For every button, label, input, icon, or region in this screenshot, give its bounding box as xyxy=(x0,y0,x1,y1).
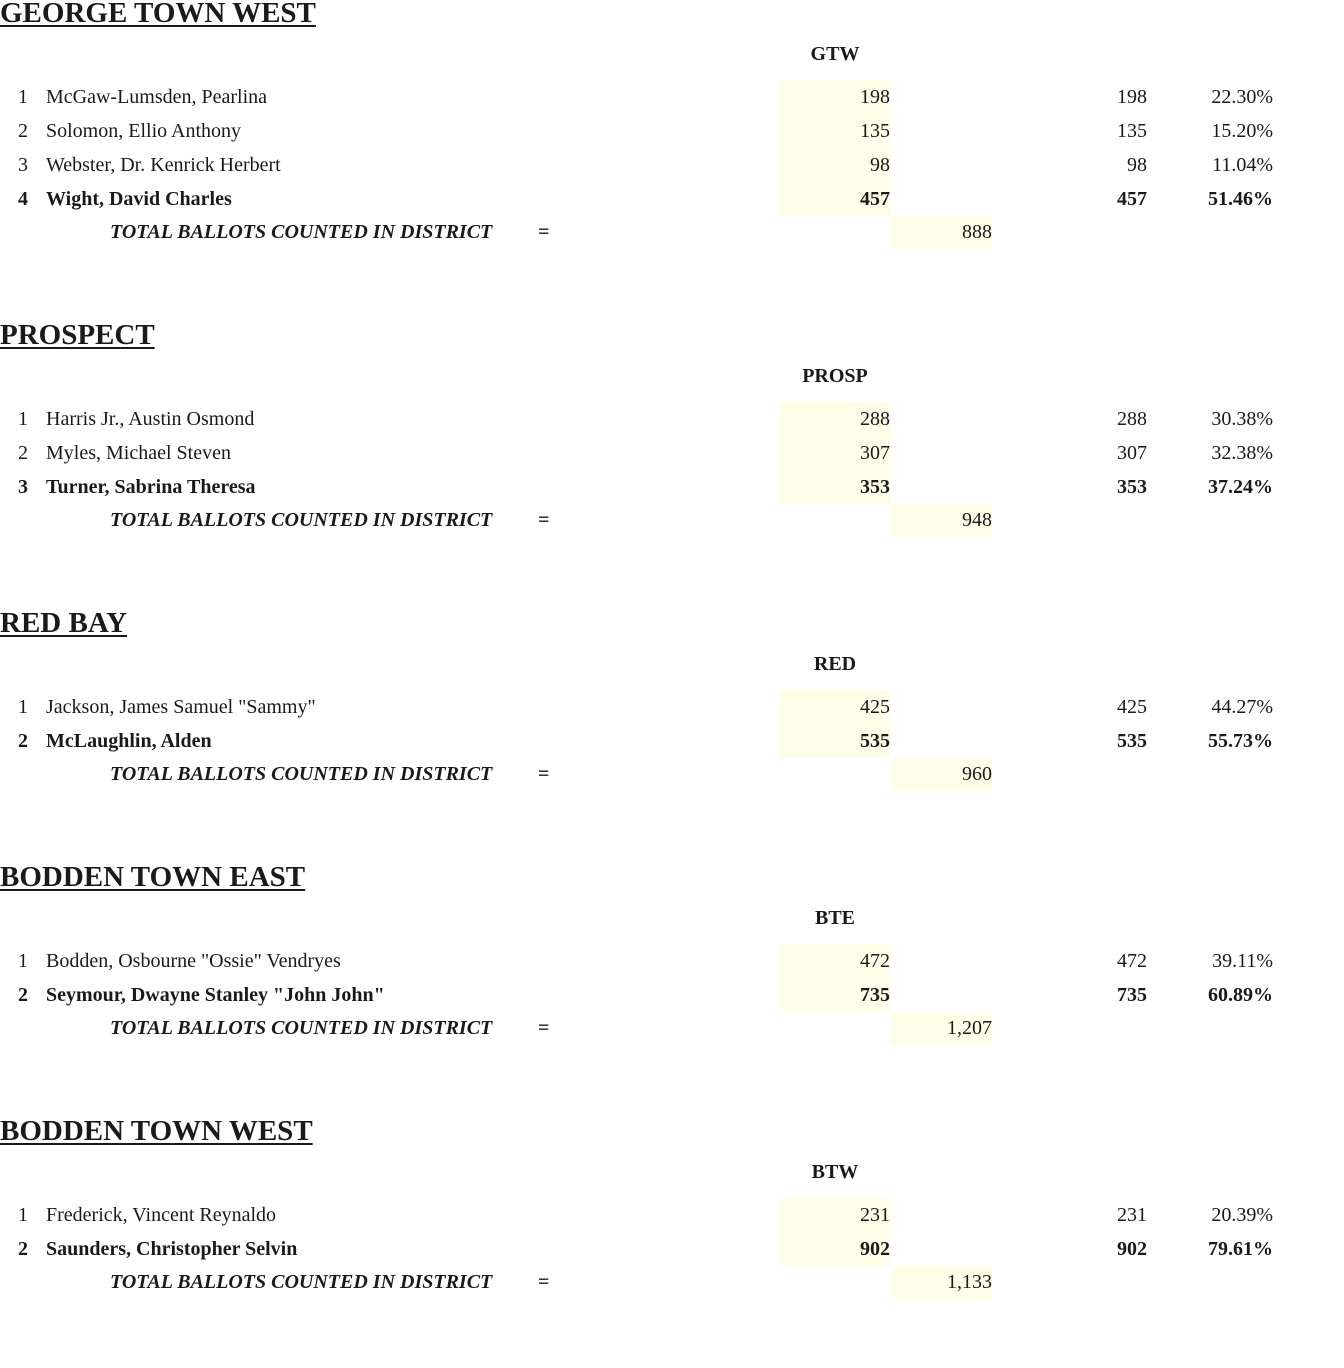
candidate-percent: 55.73% xyxy=(1208,730,1273,752)
district-title: RED BAY xyxy=(0,607,128,639)
total-ballots-label: TOTAL BALLOTS COUNTED IN DISTRICT xyxy=(110,1271,493,1293)
candidate-number: 4 xyxy=(18,188,28,210)
candidate-name: Wight, David Charles xyxy=(46,188,232,210)
candidate-name: Harris Jr., Austin Osmond xyxy=(46,408,255,430)
candidate-number: 1 xyxy=(18,1204,28,1226)
district-code: GTW xyxy=(810,43,860,65)
total-ballots-count: 888 xyxy=(892,215,992,249)
candidate-number: 2 xyxy=(18,120,28,142)
candidate-total: 307 xyxy=(1117,442,1147,464)
total-ballots-label: TOTAL BALLOTS COUNTED IN DISTRICT xyxy=(110,509,493,531)
district-title: PROSPECT xyxy=(0,319,155,351)
district-code: RED xyxy=(813,653,857,675)
district-title: BODDEN TOWN EAST xyxy=(0,861,306,893)
candidate-percent: 51.46% xyxy=(1208,188,1273,210)
total-ballots-row xyxy=(0,215,1344,249)
candidate-votes: 198 xyxy=(780,80,890,114)
total-ballots-row xyxy=(0,757,1344,791)
equals-sign: = xyxy=(538,1017,550,1039)
candidate-total: 425 xyxy=(1117,696,1147,718)
district-title: GEORGE TOWN WEST xyxy=(0,0,316,29)
candidate-row-winner xyxy=(0,724,1344,758)
candidate-percent: 32.38% xyxy=(1211,442,1273,464)
candidate-row xyxy=(0,1198,1344,1232)
equals-sign: = xyxy=(538,221,550,243)
candidate-votes: 135 xyxy=(780,114,890,148)
total-ballots-label: TOTAL BALLOTS COUNTED IN DISTRICT xyxy=(110,1017,493,1039)
candidate-percent: 30.38% xyxy=(1211,408,1273,430)
candidate-votes: 288 xyxy=(780,402,890,436)
district-code: BTW xyxy=(811,1161,859,1183)
total-ballots-count: 1,133 xyxy=(892,1265,992,1299)
candidate-name: Jackson, James Samuel "Sammy" xyxy=(46,696,316,718)
candidate-name: Turner, Sabrina Theresa xyxy=(46,476,256,498)
candidate-total: 98 xyxy=(1127,154,1147,176)
candidate-votes: 535 xyxy=(780,724,890,758)
candidate-total: 231 xyxy=(1117,1204,1147,1226)
district-code: PROSP xyxy=(802,365,868,387)
candidate-percent: 39.11% xyxy=(1212,950,1273,972)
candidate-row xyxy=(0,148,1344,182)
candidate-votes: 735 xyxy=(780,978,890,1012)
candidate-percent: 60.89% xyxy=(1208,984,1273,1006)
candidate-name: Webster, Dr. Kenrick Herbert xyxy=(46,154,281,176)
candidate-row-winner xyxy=(0,470,1344,504)
candidate-percent: 37.24% xyxy=(1208,476,1273,498)
candidate-name: Saunders, Christopher Selvin xyxy=(46,1238,298,1260)
candidate-number: 2 xyxy=(18,984,28,1006)
district-title: BODDEN TOWN WEST xyxy=(0,1115,313,1147)
total-ballots-count: 960 xyxy=(892,757,992,791)
candidate-number: 1 xyxy=(18,408,28,430)
candidate-number: 2 xyxy=(18,1238,28,1260)
candidate-votes: 425 xyxy=(780,690,890,724)
candidate-name: Seymour, Dwayne Stanley "John John" xyxy=(46,984,385,1006)
total-ballots-count: 1,207 xyxy=(892,1011,992,1045)
total-ballots-row xyxy=(0,1011,1344,1045)
candidate-total: 535 xyxy=(1117,730,1147,752)
candidate-votes: 457 xyxy=(780,182,890,216)
candidate-row-winner xyxy=(0,978,1344,1012)
candidate-row-winner xyxy=(0,1232,1344,1266)
candidate-row xyxy=(0,690,1344,724)
candidate-total: 902 xyxy=(1117,1238,1147,1260)
candidate-votes: 98 xyxy=(780,148,890,182)
candidate-percent: 22.30% xyxy=(1211,86,1273,108)
district-bodden-town-west xyxy=(0,1115,1344,1368)
candidate-row-winner xyxy=(0,182,1344,216)
candidate-number: 2 xyxy=(18,730,28,752)
candidate-votes: 902 xyxy=(780,1232,890,1266)
candidate-number: 3 xyxy=(18,154,28,176)
candidate-row xyxy=(0,80,1344,114)
candidate-number: 1 xyxy=(18,86,28,108)
equals-sign: = xyxy=(538,509,550,531)
district-red-bay xyxy=(0,607,1344,860)
candidate-votes: 231 xyxy=(780,1198,890,1232)
equals-sign: = xyxy=(538,763,550,785)
district-george-town-west xyxy=(0,0,1344,250)
candidate-name: McGaw-Lumsden, Pearlina xyxy=(46,86,268,108)
district-prospect xyxy=(0,319,1344,572)
candidate-percent: 79.61% xyxy=(1208,1238,1273,1260)
candidate-total: 735 xyxy=(1117,984,1147,1006)
candidate-total: 353 xyxy=(1117,476,1147,498)
candidate-percent: 15.20% xyxy=(1211,120,1273,142)
total-ballots-label: TOTAL BALLOTS COUNTED IN DISTRICT xyxy=(110,221,493,243)
candidate-name: Bodden, Osbourne "Ossie" Vendryes xyxy=(46,950,341,972)
candidate-name: Solomon, Ellio Anthony xyxy=(46,120,242,142)
candidate-total: 135 xyxy=(1117,120,1147,142)
candidate-number: 3 xyxy=(18,476,28,498)
candidate-row xyxy=(0,944,1344,978)
candidate-total: 198 xyxy=(1117,86,1147,108)
total-ballots-label: TOTAL BALLOTS COUNTED IN DISTRICT xyxy=(110,763,493,785)
candidate-votes: 353 xyxy=(780,470,890,504)
candidate-name: Frederick, Vincent Reynaldo xyxy=(46,1204,277,1226)
candidate-number: 2 xyxy=(18,442,28,464)
equals-sign: = xyxy=(538,1271,550,1293)
candidate-votes: 307 xyxy=(780,436,890,470)
candidate-number: 1 xyxy=(18,696,28,718)
total-ballots-count: 948 xyxy=(892,503,992,537)
candidate-row xyxy=(0,436,1344,470)
candidate-total: 472 xyxy=(1117,950,1147,972)
candidate-percent: 44.27% xyxy=(1211,696,1273,718)
candidate-name: McLaughlin, Alden xyxy=(46,730,212,752)
candidate-row xyxy=(0,402,1344,436)
candidate-percent: 11.04% xyxy=(1212,154,1273,176)
candidate-total: 288 xyxy=(1117,408,1147,430)
total-ballots-row xyxy=(0,503,1344,537)
candidate-percent: 20.39% xyxy=(1211,1204,1273,1226)
candidate-name: Myles, Michael Steven xyxy=(46,442,231,464)
candidate-row xyxy=(0,114,1344,148)
candidate-total: 457 xyxy=(1117,188,1147,210)
candidate-votes: 472 xyxy=(780,944,890,978)
candidate-number: 1 xyxy=(18,950,28,972)
district-bodden-town-east xyxy=(0,861,1344,1114)
district-code: BTE xyxy=(814,907,856,929)
total-ballots-row xyxy=(0,1265,1344,1299)
